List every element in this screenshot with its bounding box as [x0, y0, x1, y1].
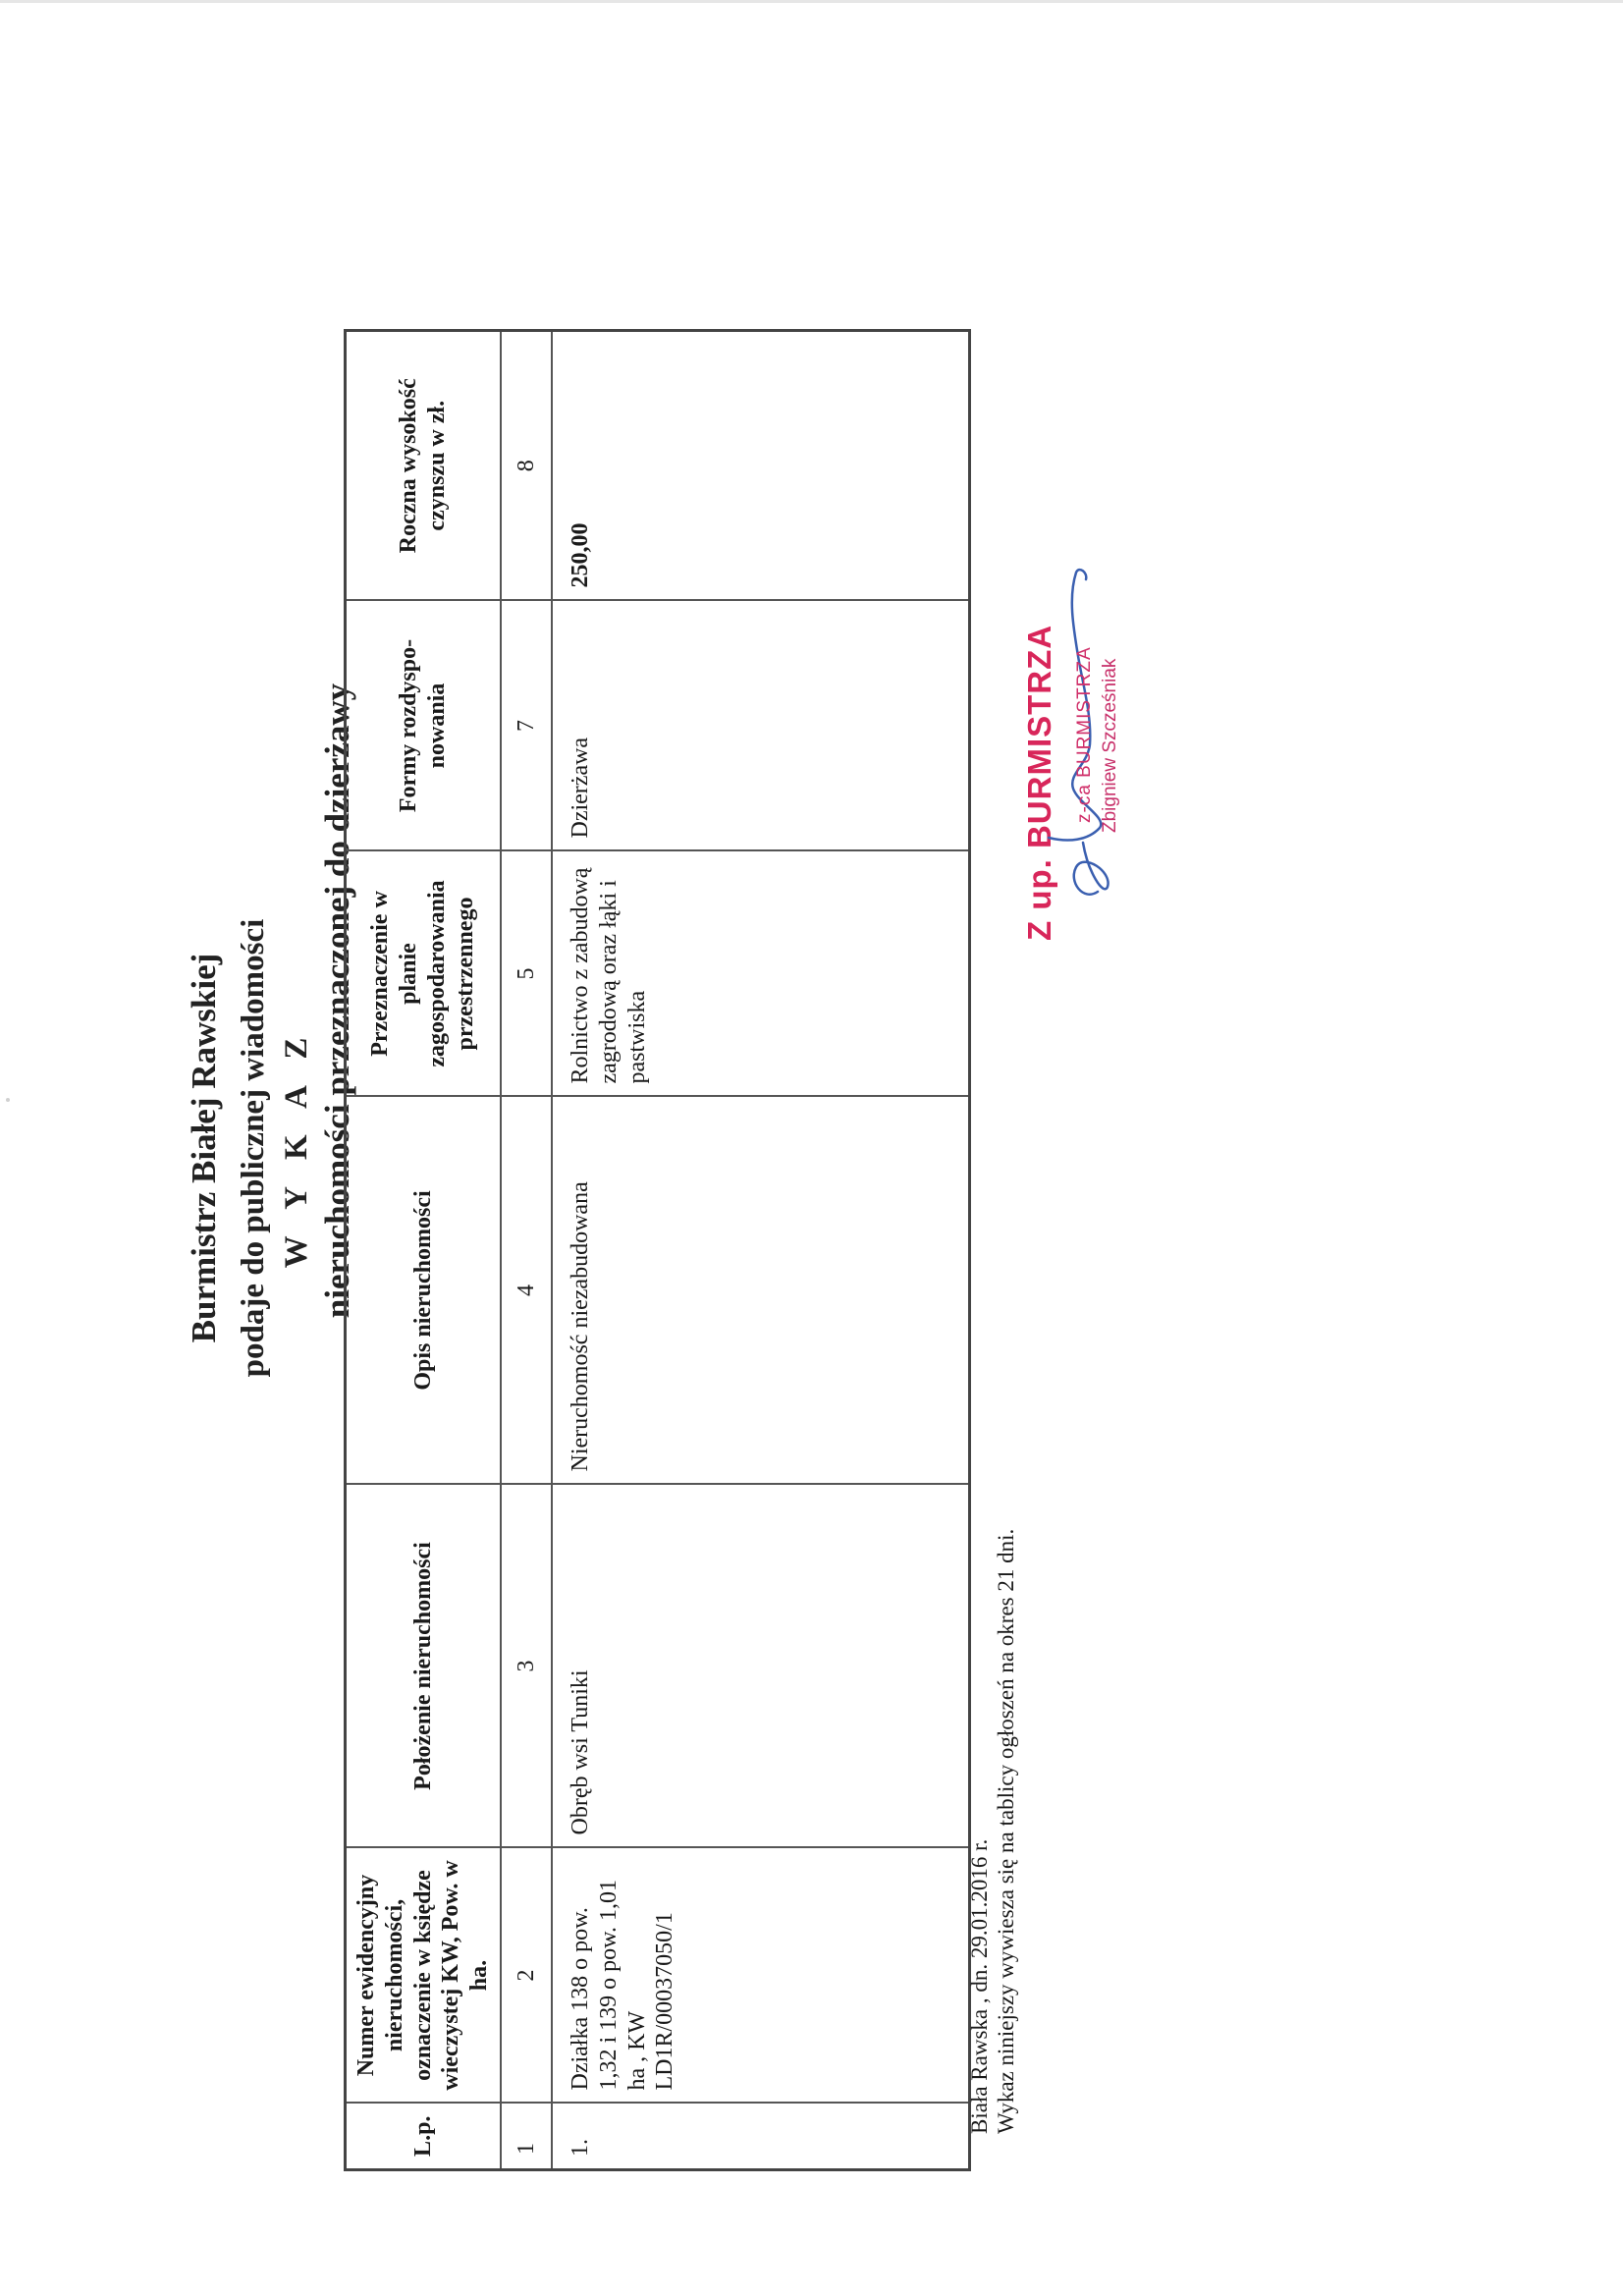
row-lp: 1.: [552, 2104, 970, 2170]
table-row: [552, 331, 970, 2170]
title-heading: W Y K A Z: [279, 1027, 314, 1269]
header-annual-rent: Roczna wysokość czynszu w zł.: [346, 331, 501, 601]
row-location: Obręb wsi Tuniki: [552, 1485, 970, 1848]
header-zoning: Przeznaczenie w planie zagospodarowania przestrzennego: [346, 851, 501, 1097]
subtitle-heading: podaje do publicznej wiadomości: [236, 918, 271, 1378]
column-number: 2: [501, 1848, 552, 2104]
table-header-row: [346, 331, 501, 2170]
column-number: 8: [501, 331, 552, 601]
column-number: 3: [501, 1485, 552, 1848]
header-disposal-form: Formy rozdyspo-nowania: [346, 601, 501, 851]
stamp-name: Zbigniew Szcześniak: [1100, 658, 1120, 833]
header-lp: L.p.: [346, 2104, 501, 2170]
official-stamp: [1021, 558, 1149, 941]
stamp-role: z-ca BURMISTRZA: [1074, 646, 1095, 823]
row-parcel: Działka 138 o pow. 1,32 i 139 o pow. 1,01 ha , KW LD1R/00037050/1: [552, 1848, 970, 2104]
column-number: 7: [501, 601, 552, 851]
column-number: 5: [501, 851, 552, 1097]
stamp-authorization: Z up. BURMISTRZA: [1021, 624, 1057, 941]
header-location: Położenie nieruchomości: [346, 1485, 501, 1848]
place-date: Biała Rawska , dn. 29.01.2016 r.: [967, 1838, 992, 2134]
property-table: [344, 329, 971, 2171]
row-zoning: Rolnictwo z zabudową zagrodową oraz łąki i pastwiska: [552, 851, 970, 1097]
header-parcel-number: Numer ewidencyjny nieruchomości, oznaczenie w księdze wieczystej KW, Pow. w ha.: [346, 1848, 501, 2104]
header-description: Opis nieruchomości: [346, 1097, 501, 1485]
issuer-heading: Burmistrz Białej Rawskiej: [185, 953, 223, 1343]
row-description: Nieruchomość niezabudowana: [552, 1097, 970, 1485]
column-number-row: [501, 331, 552, 2170]
display-notice: Wykaz niniejszy wywiesza się na tablicy ogłoszeń na okres 21 dni.: [994, 1528, 1018, 2134]
row-disposal-form: Dzierżawa: [552, 601, 970, 851]
column-number: 1: [501, 2104, 552, 2170]
row-annual-rent: 250,00: [552, 331, 970, 601]
column-number: 4: [501, 1097, 552, 1485]
subject-heading: nieruchomości przeznaczonej do dzierżawy: [318, 683, 356, 1319]
